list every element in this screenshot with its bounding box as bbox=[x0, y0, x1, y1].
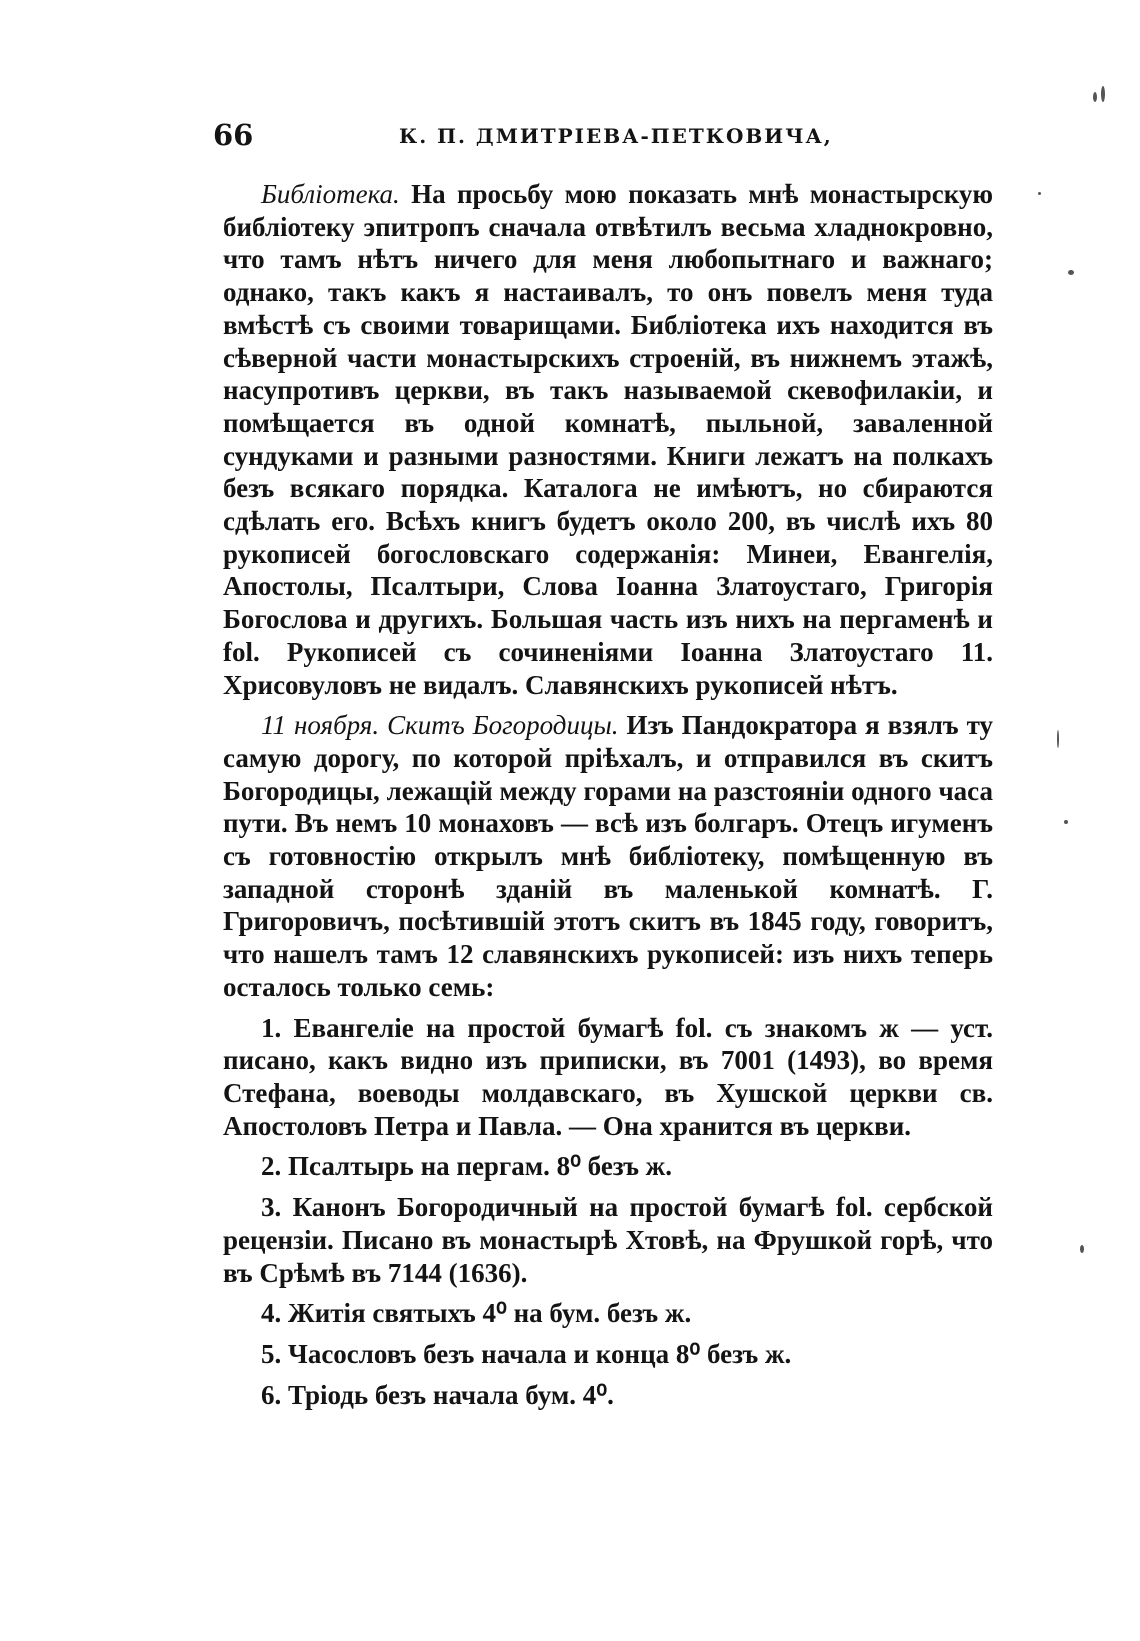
paragraph-lead: Библіотека. bbox=[261, 179, 400, 209]
list-item: 1. Евангеліе на простой бумагѣ fol. съ знакомъ ж — уст. писано, какъ видно изъ приписки, въ 7001 (1493), во время Стефана, воеводы молдавскаго, въ Хушской церкви св. Апостоловъ Петра и Павла. — Она хранится въ церкви. bbox=[223, 1012, 993, 1141]
scan-speck bbox=[1068, 270, 1074, 275]
scan-speck bbox=[1038, 192, 1041, 195]
scan-speck bbox=[1093, 92, 1097, 102]
scan-speck bbox=[1101, 86, 1105, 102]
paragraph-skete bbox=[223, 709, 993, 1003]
paragraph-text: На просьбу мою показать мнѣ монастырскую библіотеку эпитропъ сначала отвѣтилъ весьма хладнокровно, что тамъ нѣтъ ничего для меня любопытнаго и важнаго; однако, такъ какъ я настаивалъ, то онъ повелъ меня туда вмѣстѣ съ своими товарищами. Библіотека ихъ находится въ сѣверной части монастырскихъ строеній, въ нижнемъ этажѣ, насупротивъ церкви, въ такъ называемой скевофилакіи, и помѣщается въ одной комнатѣ, пыльной, заваленной сундуками и разными разностями. Книги лежатъ на полкахъ безъ всякаго порядка. Каталога не имѣютъ, но сбираются сдѣлать его. Всѣхъ книгъ будетъ около 200, въ числѣ ихъ 80 рукописей богословскаго содержанія: Минеи, Евангелія, Апостолы, Псалтыри, Слова Іоанна Златоустаго, Григорія Богослова и другихъ. Большая часть изъ нихъ на пергаменѣ и fol. Рукописей съ сочиненіями Іоанна Златоустаго 11. Хрисовуловъ не видалъ. Славянскихъ рукописей нѣтъ. bbox=[223, 179, 994, 700]
list-item: 4. Житія святыхъ 4⁰ на бум. безъ ж. bbox=[261, 1298, 692, 1329]
page-header bbox=[213, 118, 993, 158]
list-item: 6. Тріодь безъ начала бум. 4⁰. bbox=[261, 1379, 614, 1410]
scan-speck bbox=[1064, 820, 1068, 824]
paragraph-lead: 11 ноября. Скитъ Богородицы. bbox=[261, 710, 619, 741]
body-text bbox=[223, 178, 993, 1411]
scan-speck bbox=[1080, 1245, 1084, 1253]
scan-speck bbox=[1057, 730, 1059, 748]
list-item: 3. Канонъ Богородичный на простой бумагѣ fol. сербской рецензіи. Писано въ монастырѣ Хтовѣ, на Фрушкой горѣ, что въ Срѣмѣ въ 7144 (1636). bbox=[223, 1192, 993, 1288]
list-item: 2. Псалтырь на пергам. 8⁰ безъ ж. bbox=[261, 1151, 673, 1182]
paragraph-text: Изъ Пандократора я взялъ ту самую дорогу, по которой пріѣхалъ, и отправился въ скитъ Богородицы, лежащій между горами на разстояніи одного часа пути. Въ немъ 10 монаховъ — всѣ изъ болгаръ. Отецъ игуменъ съ готовностію открылъ мнѣ библіотеку, помѣщенную въ западной сторонѣ зданій въ маленькой комнатѣ. Г. Григоровичъ, посѣтившій этотъ скитъ въ 1845 году, говоритъ, что нашелъ тамъ 12 славянскихъ рукописей: изъ нихъ теперь осталось только семь: bbox=[223, 710, 993, 1002]
list-item: 5. Часословъ безъ начала и конца 8⁰ безъ ж. bbox=[261, 1338, 792, 1369]
paragraph-library bbox=[223, 178, 993, 701]
running-head: К. П. ДМИТРІЕВА-ПЕТКОВИЧА, bbox=[399, 124, 833, 148]
page-number: 66 bbox=[213, 118, 254, 152]
